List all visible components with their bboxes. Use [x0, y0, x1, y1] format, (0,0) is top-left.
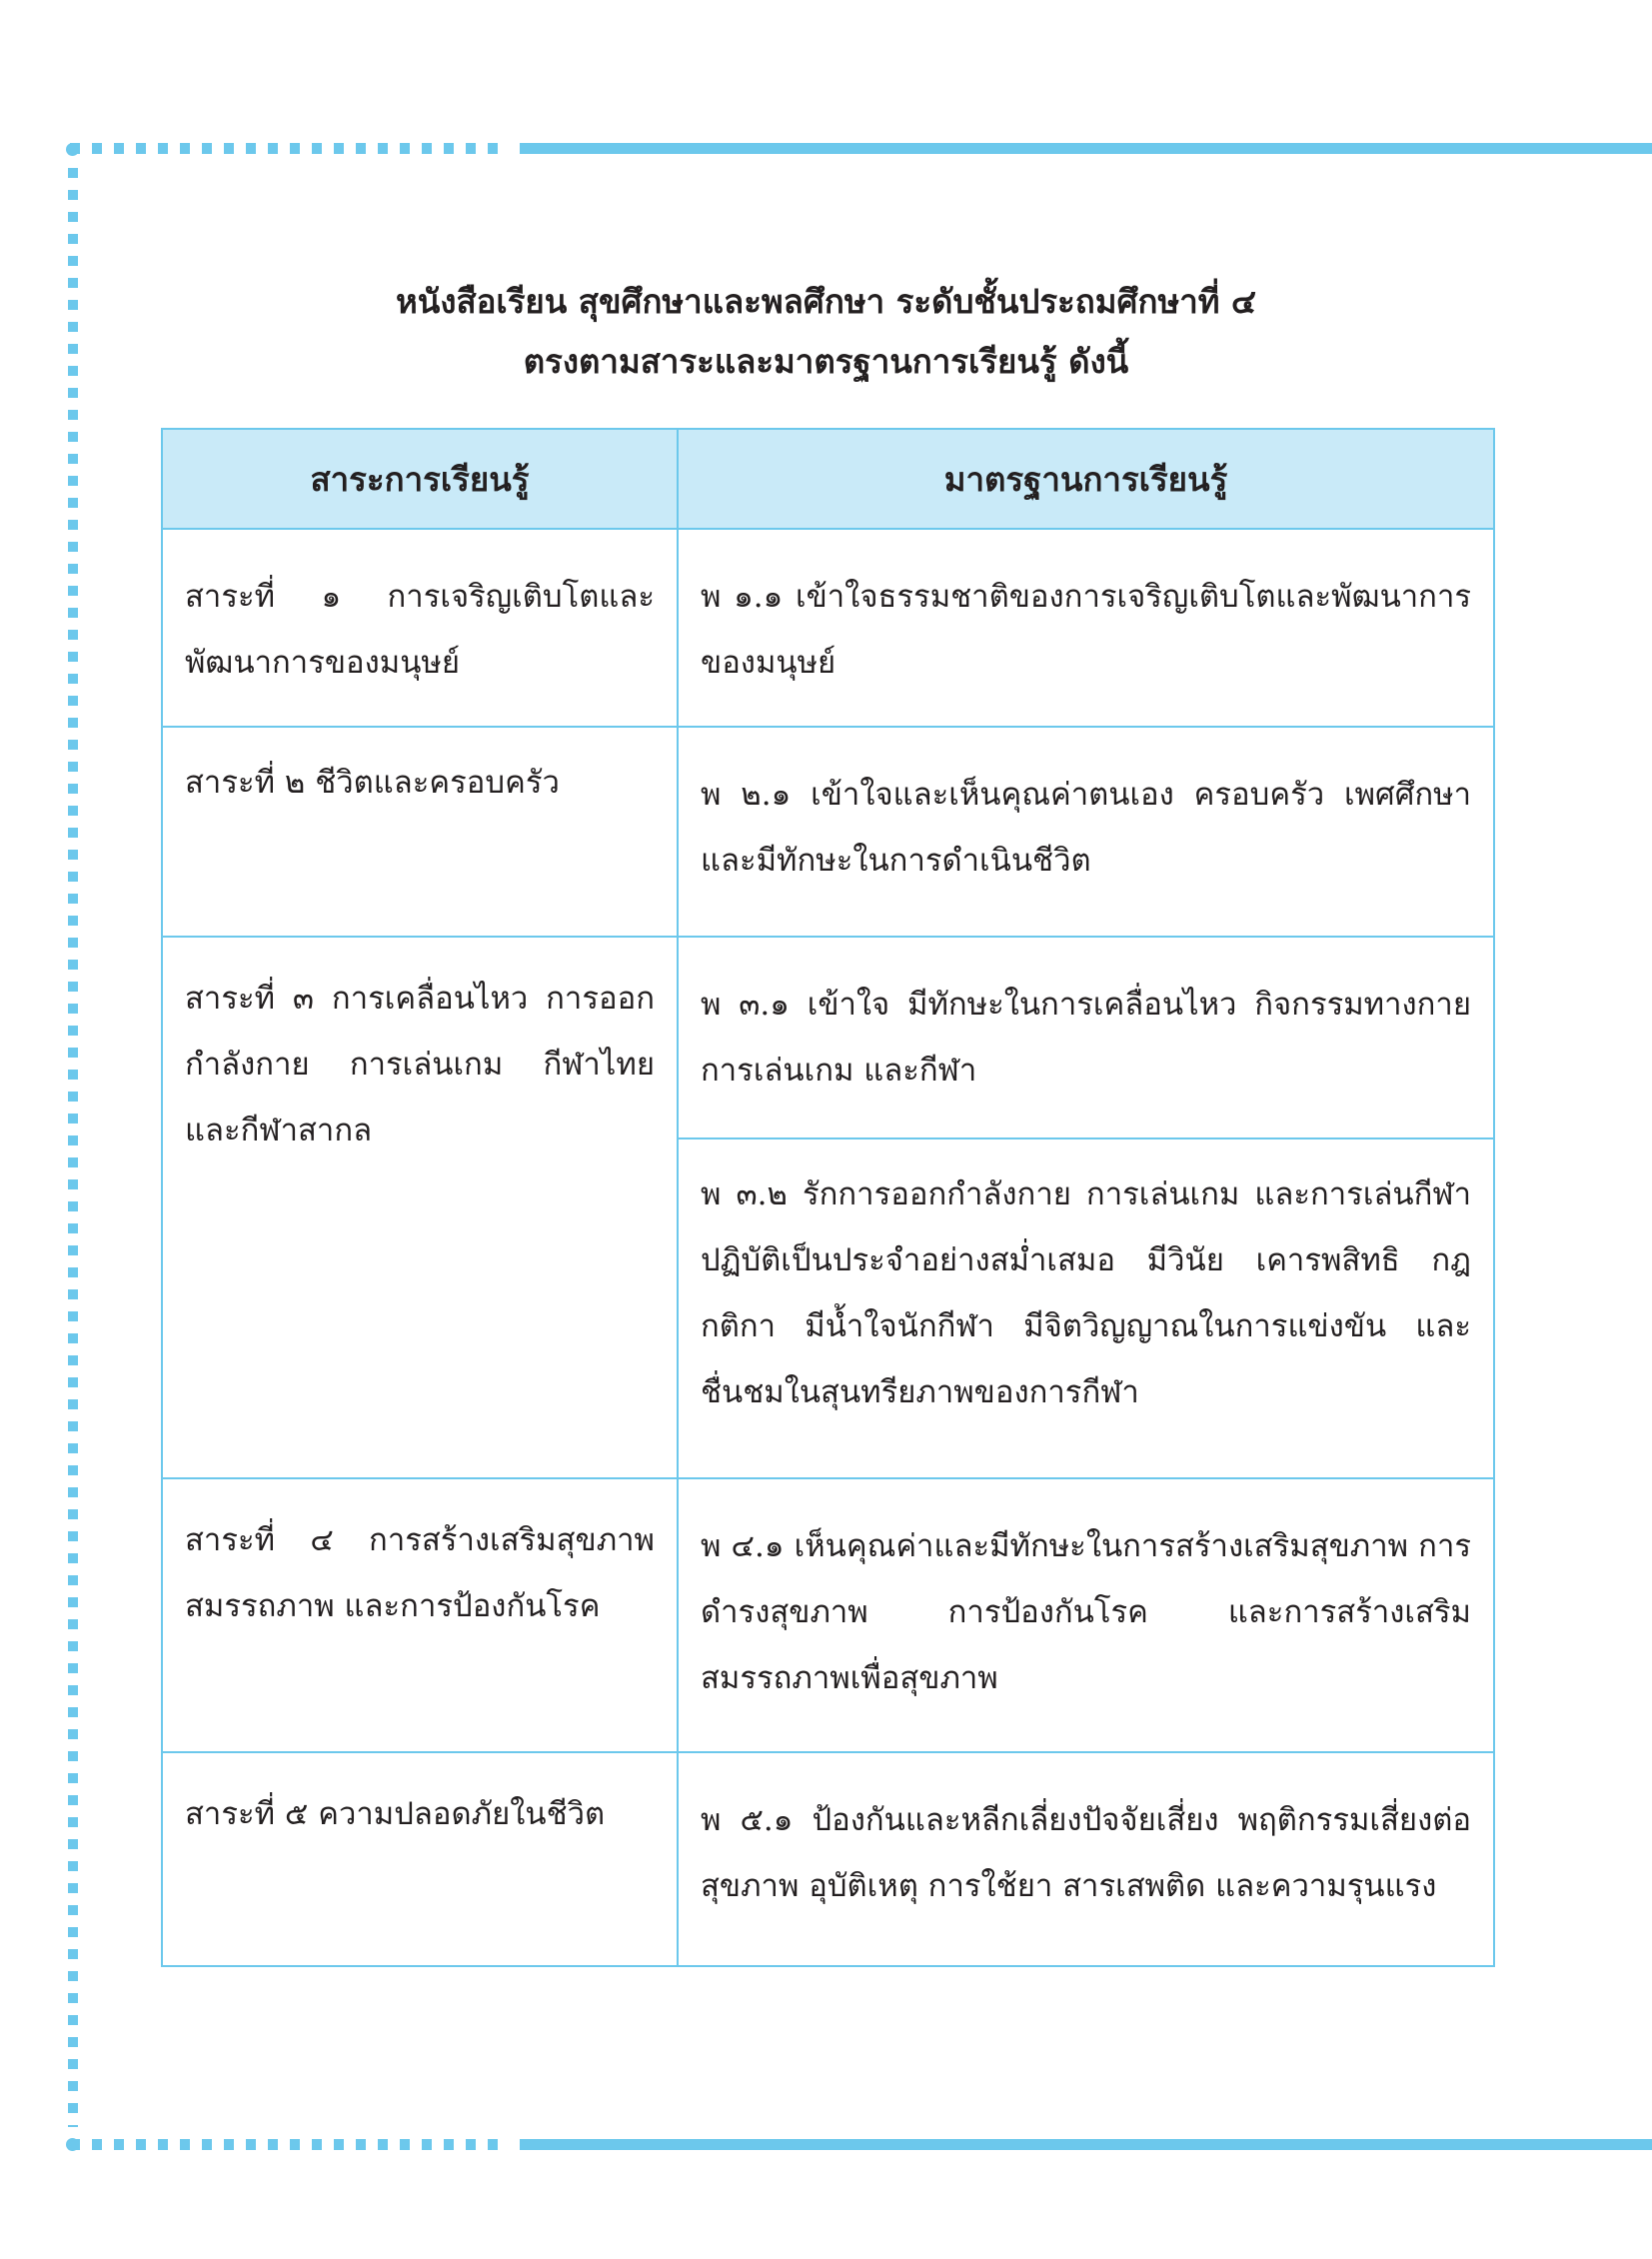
table-header-row — [162, 429, 1494, 529]
standard-cell: พ ๔.๑ เห็นคุณค่าและมีทักษะในการสร้างเสริมสุขภาพ การดำรงสุขภาพ การป้องกันโรค และการสร้างเสริมสมรรถภาพเพื่อสุขภาพ — [678, 1478, 1494, 1752]
frame-dashed-top — [70, 143, 510, 154]
table-row — [162, 727, 1494, 937]
strand-cell: สาระที่ ๒ ชีวิตและครอบครัว — [162, 727, 678, 937]
standard-cell: พ ๑.๑ เข้าใจธรรมชาติของการเจริญเติบโตและพัฒนาการของมนุษย์ — [678, 529, 1494, 727]
strand-cell: สาระที่ ๓ การเคลื่อนไหว การออกกำลังกาย การเล่นเกม กีฬาไทย และกีฬาสากล — [162, 937, 678, 1478]
table-row — [162, 1752, 1494, 1966]
heading-line-2: ตรงตามสาระและมาตรฐานการเรียนรู้ ดังนี้ — [523, 342, 1129, 381]
standards-table — [161, 428, 1495, 1967]
frame-solid-bottom — [520, 2139, 1652, 2150]
standard-cell: พ ๓.๑ เข้าใจ มีทักษะในการเคลื่อนไหว กิจกรรมทางกาย การเล่นเกม และกีฬา — [678, 937, 1494, 1138]
table-row — [162, 529, 1494, 727]
standard-cell: พ ๒.๑ เข้าใจและเห็นคุณค่าตนเอง ครอบครัว เพศศึกษา และมีทักษะในการดำเนินชีวิต — [678, 727, 1494, 937]
table-row — [162, 937, 1494, 1138]
strand-cell: สาระที่ ๑ การเจริญเติบโตและพัฒนาการของมนุษย์ — [162, 529, 678, 727]
frame-corner-top — [66, 143, 79, 156]
strand-cell: สาระที่ ๕ ความปลอดภัยในชีวิต — [162, 1752, 678, 1966]
strand-cell: สาระที่ ๔ การสร้างเสริมสุขภาพ สมรรถภาพ และการป้องกันโรค — [162, 1478, 678, 1752]
frame-dashed-left — [68, 168, 78, 2127]
page-heading — [160, 272, 1492, 392]
standard-cell: พ ๕.๑ ป้องกันและหลีกเลี่ยงปัจจัยเสี่ยง พฤติกรรมเสี่ยงต่อสุขภาพ อุบัติเหตุ การใช้ยา สารเสพติด และความรุนแรง — [678, 1752, 1494, 1966]
heading-line-1: หนังสือเรียน สุขศึกษาและพลศึกษา ระดับชั้นประถมศึกษาที่ ๔ — [396, 282, 1256, 321]
frame-corner-bottom — [66, 2138, 79, 2151]
header-strand: สาระการเรียนรู้ — [162, 429, 678, 529]
frame-dashed-bottom — [70, 2139, 510, 2150]
header-standard: มาตรฐานการเรียนรู้ — [678, 429, 1494, 529]
standard-cell: พ ๓.๒ รักการออกกำลังกาย การเล่นเกม และการเล่นกีฬา ปฏิบัติเป็นประจำอย่างสม่ำเสมอ มีวินัย เคารพสิทธิ กฎ กติกา มีน้ำใจนักกีฬา มีจิตวิญญาณในการแข่งขัน และชื่นชมในสุนทรียภาพของการกีฬา — [678, 1138, 1494, 1478]
frame-solid-top — [520, 143, 1652, 154]
table-row — [162, 1478, 1494, 1752]
